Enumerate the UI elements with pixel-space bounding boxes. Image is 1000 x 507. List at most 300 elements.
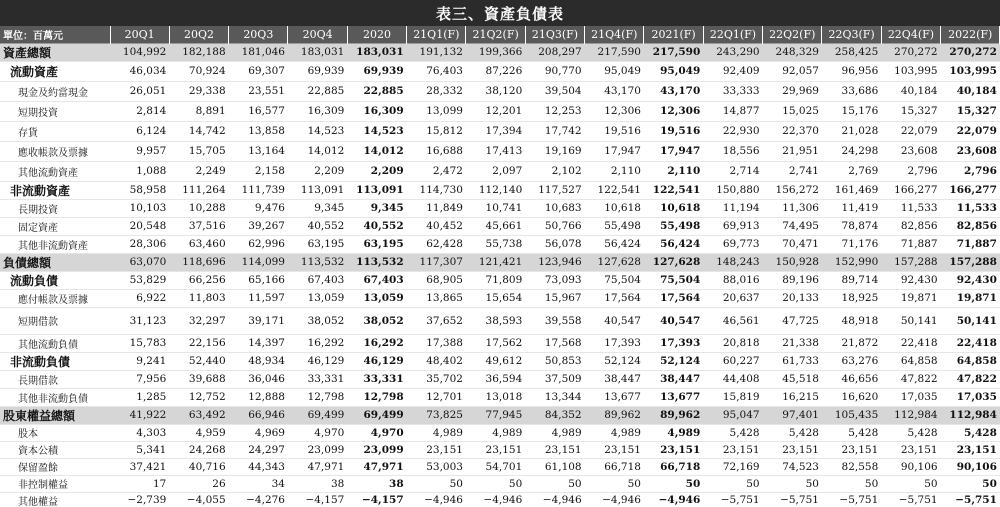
column-header: 2021(F) bbox=[644, 26, 703, 43]
cell-value: 41,922 bbox=[110, 406, 169, 424]
cell-value: 15,967 bbox=[525, 289, 584, 307]
cell-value: 40,452 bbox=[407, 217, 466, 235]
cell-value: 23,099 bbox=[347, 441, 406, 458]
table-row bbox=[0, 161, 1000, 181]
cell-value: 112,984 bbox=[881, 406, 940, 424]
cell-value: 43,170 bbox=[585, 81, 644, 101]
cell-value: 113,091 bbox=[347, 181, 406, 199]
cell-value: 39,504 bbox=[525, 81, 584, 101]
cell-value: 5,428 bbox=[822, 424, 881, 441]
cell-value: 52,124 bbox=[644, 352, 703, 370]
cell-value: 69,939 bbox=[288, 61, 347, 81]
cell-value: 2,714 bbox=[703, 161, 762, 181]
cell-value: 33,331 bbox=[288, 370, 347, 388]
cell-value: 15,783 bbox=[110, 334, 169, 352]
cell-value: 19,516 bbox=[585, 121, 644, 141]
cell-value: 5,428 bbox=[941, 424, 1000, 441]
balance-sheet-table bbox=[0, 26, 1000, 507]
column-header: 20Q3 bbox=[229, 26, 288, 43]
column-header: 20Q2 bbox=[169, 26, 228, 43]
cell-value: 66,256 bbox=[169, 271, 228, 289]
cell-value: 19,871 bbox=[941, 289, 1000, 307]
cell-value: 157,288 bbox=[881, 253, 940, 271]
cell-value: 23,151 bbox=[822, 441, 881, 458]
header-row bbox=[0, 26, 1000, 43]
cell-value: 70,924 bbox=[169, 61, 228, 81]
cell-value: 33,333 bbox=[703, 81, 762, 101]
cell-value: 34 bbox=[229, 475, 288, 492]
cell-value: 2,249 bbox=[169, 161, 228, 181]
cell-value: 71,887 bbox=[881, 235, 940, 253]
cell-value: 111,264 bbox=[169, 181, 228, 199]
cell-value: 37,652 bbox=[407, 307, 466, 334]
cell-value: 122,541 bbox=[585, 181, 644, 199]
column-header: 22Q1(F) bbox=[703, 26, 762, 43]
cell-value: 11,419 bbox=[822, 199, 881, 217]
cell-value: 74,523 bbox=[763, 458, 822, 475]
cell-value: 69,499 bbox=[288, 406, 347, 424]
cell-value: 40,552 bbox=[347, 217, 406, 235]
cell-value: 95,049 bbox=[644, 61, 703, 81]
cell-value: 66,718 bbox=[644, 458, 703, 475]
cell-value: 50 bbox=[585, 475, 644, 492]
cell-value: 20,548 bbox=[110, 217, 169, 235]
row-label: 其他非流動資產 bbox=[0, 235, 110, 253]
cell-value: 105,435 bbox=[822, 406, 881, 424]
cell-value: 17,742 bbox=[525, 121, 584, 141]
cell-value: 270,272 bbox=[881, 43, 940, 61]
cell-value: 18,556 bbox=[703, 141, 762, 161]
cell-value: 17,393 bbox=[644, 334, 703, 352]
cell-value: 23,151 bbox=[941, 441, 1000, 458]
row-label: 負債總額 bbox=[0, 253, 110, 271]
cell-value: 112,140 bbox=[466, 181, 525, 199]
cell-value: 16,292 bbox=[347, 334, 406, 352]
cell-value: 63,195 bbox=[347, 235, 406, 253]
row-label: 應收帳款及票據 bbox=[0, 141, 110, 161]
cell-value: 71,176 bbox=[822, 235, 881, 253]
cell-value: 69,913 bbox=[703, 217, 762, 235]
cell-value: 114,730 bbox=[407, 181, 466, 199]
cell-value: 16,309 bbox=[288, 101, 347, 121]
cell-value: 13,164 bbox=[229, 141, 288, 161]
cell-value: 123,946 bbox=[525, 253, 584, 271]
cell-value: 15,327 bbox=[941, 101, 1000, 121]
cell-value: 14,012 bbox=[288, 141, 347, 161]
cell-value: 148,243 bbox=[703, 253, 762, 271]
cell-value: 243,290 bbox=[703, 43, 762, 61]
cell-value: 14,397 bbox=[229, 334, 288, 352]
cell-value: 11,306 bbox=[763, 199, 822, 217]
cell-value: 23,099 bbox=[288, 441, 347, 458]
cell-value: 97,401 bbox=[763, 406, 822, 424]
cell-value: 46,129 bbox=[288, 352, 347, 370]
cell-value: −4,055 bbox=[169, 492, 228, 507]
cell-value: 14,877 bbox=[703, 101, 762, 121]
cell-value: 9,345 bbox=[288, 199, 347, 217]
cell-value: 199,366 bbox=[466, 43, 525, 61]
cell-value: 5,428 bbox=[881, 424, 940, 441]
table-row bbox=[0, 388, 1000, 406]
cell-value: 16,577 bbox=[229, 101, 288, 121]
cell-value: 121,421 bbox=[466, 253, 525, 271]
cell-value: 73,093 bbox=[525, 271, 584, 289]
cell-value: 37,516 bbox=[169, 217, 228, 235]
cell-value: 9,345 bbox=[347, 199, 406, 217]
cell-value: 150,880 bbox=[703, 181, 762, 199]
cell-value: 104,992 bbox=[110, 43, 169, 61]
row-label: 股東權益總額 bbox=[0, 406, 110, 424]
cell-value: 12,752 bbox=[169, 388, 228, 406]
row-label: 長期投資 bbox=[0, 199, 110, 217]
row-label: 其他流動資產 bbox=[0, 161, 110, 181]
cell-value: −5,751 bbox=[822, 492, 881, 507]
cell-value: 67,403 bbox=[347, 271, 406, 289]
cell-value: 23,608 bbox=[941, 141, 1000, 161]
cell-value: 10,618 bbox=[644, 199, 703, 217]
column-header: 22Q4(F) bbox=[881, 26, 940, 43]
cell-value: 24,297 bbox=[229, 441, 288, 458]
cell-value: 14,012 bbox=[347, 141, 406, 161]
column-header: 22Q3(F) bbox=[822, 26, 881, 43]
cell-value: 48,934 bbox=[229, 352, 288, 370]
cell-value: 12,306 bbox=[585, 101, 644, 121]
cell-value: 68,905 bbox=[407, 271, 466, 289]
cell-value: 19,516 bbox=[644, 121, 703, 141]
cell-value: 64,858 bbox=[881, 352, 940, 370]
table-row bbox=[0, 43, 1000, 61]
cell-value: 2,209 bbox=[288, 161, 347, 181]
table-row bbox=[0, 181, 1000, 199]
cell-value: 23,151 bbox=[466, 441, 525, 458]
cell-value: 4,989 bbox=[525, 424, 584, 441]
cell-value: −5,751 bbox=[881, 492, 940, 507]
cell-value: 150,928 bbox=[763, 253, 822, 271]
cell-value: −5,751 bbox=[763, 492, 822, 507]
cell-value: 5,341 bbox=[110, 441, 169, 458]
cell-value: 53,829 bbox=[110, 271, 169, 289]
cell-value: 50,853 bbox=[525, 352, 584, 370]
cell-value: 50,141 bbox=[881, 307, 940, 334]
cell-value: −5,751 bbox=[703, 492, 762, 507]
row-label: 長期借款 bbox=[0, 370, 110, 388]
cell-value: 10,103 bbox=[110, 199, 169, 217]
cell-value: 20,818 bbox=[703, 334, 762, 352]
cell-value: −2,739 bbox=[110, 492, 169, 507]
column-header: 21Q2(F) bbox=[466, 26, 525, 43]
row-label: 股本 bbox=[0, 424, 110, 441]
cell-value: 152,990 bbox=[822, 253, 881, 271]
row-label: 非流動負債 bbox=[0, 352, 110, 370]
cell-value: 9,957 bbox=[110, 141, 169, 161]
cell-value: 13,344 bbox=[525, 388, 584, 406]
column-header: 21Q1(F) bbox=[407, 26, 466, 43]
cell-value: 69,307 bbox=[229, 61, 288, 81]
cell-value: 40,184 bbox=[941, 81, 1000, 101]
cell-value: 39,267 bbox=[229, 217, 288, 235]
cell-value: 13,858 bbox=[229, 121, 288, 141]
cell-value: 24,298 bbox=[822, 141, 881, 161]
cell-value: 54,701 bbox=[466, 458, 525, 475]
cell-value: 23,151 bbox=[585, 441, 644, 458]
cell-value: 11,803 bbox=[169, 289, 228, 307]
cell-value: 6,124 bbox=[110, 121, 169, 141]
cell-value: 157,288 bbox=[941, 253, 1000, 271]
cell-value: 63,195 bbox=[288, 235, 347, 253]
cell-value: 50 bbox=[525, 475, 584, 492]
cell-value: 23,151 bbox=[644, 441, 703, 458]
cell-value: 117,527 bbox=[525, 181, 584, 199]
cell-value: 7,956 bbox=[110, 370, 169, 388]
cell-value: 24,268 bbox=[169, 441, 228, 458]
cell-value: 208,297 bbox=[525, 43, 584, 61]
cell-value: 22,885 bbox=[347, 81, 406, 101]
table-title: 表三、資產負債表 bbox=[0, 0, 1000, 26]
cell-value: 2,158 bbox=[229, 161, 288, 181]
column-header: 21Q3(F) bbox=[525, 26, 584, 43]
cell-value: 15,705 bbox=[169, 141, 228, 161]
cell-value: 56,424 bbox=[585, 235, 644, 253]
cell-value: 92,430 bbox=[881, 271, 940, 289]
cell-value: 33,686 bbox=[822, 81, 881, 101]
cell-value: 82,856 bbox=[941, 217, 1000, 235]
cell-value: 22,079 bbox=[941, 121, 1000, 141]
cell-value: 13,059 bbox=[288, 289, 347, 307]
cell-value: 127,628 bbox=[644, 253, 703, 271]
cell-value: 17,564 bbox=[585, 289, 644, 307]
table-row bbox=[0, 492, 1000, 507]
cell-value: 95,047 bbox=[703, 406, 762, 424]
cell-value: 18,925 bbox=[822, 289, 881, 307]
cell-value: 1,088 bbox=[110, 161, 169, 181]
cell-value: 26 bbox=[169, 475, 228, 492]
cell-value: 16,309 bbox=[347, 101, 406, 121]
cell-value: 4,989 bbox=[407, 424, 466, 441]
cell-value: 17,947 bbox=[585, 141, 644, 161]
cell-value: 49,612 bbox=[466, 352, 525, 370]
cell-value: 90,106 bbox=[941, 458, 1000, 475]
cell-value: 16,215 bbox=[763, 388, 822, 406]
cell-value: 15,654 bbox=[466, 289, 525, 307]
cell-value: 113,532 bbox=[347, 253, 406, 271]
cell-value: 12,701 bbox=[407, 388, 466, 406]
table-row bbox=[0, 475, 1000, 492]
cell-value: 26,051 bbox=[110, 81, 169, 101]
cell-value: 89,962 bbox=[644, 406, 703, 424]
cell-value: 2,110 bbox=[585, 161, 644, 181]
cell-value: 182,188 bbox=[169, 43, 228, 61]
cell-value: 92,409 bbox=[703, 61, 762, 81]
cell-value: 16,292 bbox=[288, 334, 347, 352]
cell-value: 17 bbox=[110, 475, 169, 492]
cell-value: 9,476 bbox=[229, 199, 288, 217]
cell-value: 92,430 bbox=[941, 271, 1000, 289]
cell-value: 47,971 bbox=[288, 458, 347, 475]
cell-value: 22,930 bbox=[703, 121, 762, 141]
cell-value: 161,469 bbox=[822, 181, 881, 199]
cell-value: 69,939 bbox=[347, 61, 406, 81]
row-label: 非流動資產 bbox=[0, 181, 110, 199]
cell-value: 22,418 bbox=[941, 334, 1000, 352]
row-label: 應付帳款及票據 bbox=[0, 289, 110, 307]
cell-value: 47,725 bbox=[763, 307, 822, 334]
cell-value: 166,277 bbox=[881, 181, 940, 199]
cell-value: 13,865 bbox=[407, 289, 466, 307]
cell-value: 10,683 bbox=[525, 199, 584, 217]
cell-value: 2,209 bbox=[347, 161, 406, 181]
cell-value: 63,276 bbox=[822, 352, 881, 370]
cell-value: 69,499 bbox=[347, 406, 406, 424]
cell-value: 38 bbox=[347, 475, 406, 492]
cell-value: 50 bbox=[822, 475, 881, 492]
cell-value: 127,628 bbox=[585, 253, 644, 271]
cell-value: 12,798 bbox=[288, 388, 347, 406]
cell-value: 47,971 bbox=[347, 458, 406, 475]
column-header: 20Q4 bbox=[288, 26, 347, 43]
cell-value: 6,922 bbox=[110, 289, 169, 307]
cell-value: 15,327 bbox=[881, 101, 940, 121]
cell-value: 17,413 bbox=[466, 141, 525, 161]
cell-value: 38,120 bbox=[466, 81, 525, 101]
cell-value: 56,078 bbox=[525, 235, 584, 253]
cell-value: 8,891 bbox=[169, 101, 228, 121]
cell-value: 46,561 bbox=[703, 307, 762, 334]
cell-value: 16,688 bbox=[407, 141, 466, 161]
row-label: 現金及約當現金 bbox=[0, 81, 110, 101]
cell-value: 50 bbox=[644, 475, 703, 492]
cell-value: 74,495 bbox=[763, 217, 822, 235]
cell-value: 9,241 bbox=[110, 352, 169, 370]
cell-value: 113,091 bbox=[288, 181, 347, 199]
cell-value: 66,946 bbox=[229, 406, 288, 424]
cell-value: 2,110 bbox=[644, 161, 703, 181]
cell-value: −4,157 bbox=[288, 492, 347, 507]
cell-value: 70,471 bbox=[763, 235, 822, 253]
cell-value: 55,738 bbox=[466, 235, 525, 253]
cell-value: 39,171 bbox=[229, 307, 288, 334]
cell-value: 63,492 bbox=[169, 406, 228, 424]
cell-value: 13,677 bbox=[644, 388, 703, 406]
cell-value: 40,184 bbox=[881, 81, 940, 101]
cell-value: 23,151 bbox=[525, 441, 584, 458]
cell-value: 2,097 bbox=[466, 161, 525, 181]
cell-value: 117,307 bbox=[407, 253, 466, 271]
cell-value: 29,338 bbox=[169, 81, 228, 101]
cell-value: 183,031 bbox=[288, 43, 347, 61]
cell-value: 50,141 bbox=[941, 307, 1000, 334]
cell-value: 17,562 bbox=[466, 334, 525, 352]
cell-value: 47,822 bbox=[881, 370, 940, 388]
cell-value: 95,049 bbox=[585, 61, 644, 81]
cell-value: 43,170 bbox=[644, 81, 703, 101]
cell-value: 22,885 bbox=[288, 81, 347, 101]
cell-value: −4,157 bbox=[347, 492, 406, 507]
row-label: 資本公積 bbox=[0, 441, 110, 458]
row-label: 流動負債 bbox=[0, 271, 110, 289]
cell-value: 50 bbox=[941, 475, 1000, 492]
cell-value: 40,716 bbox=[169, 458, 228, 475]
table-row bbox=[0, 61, 1000, 81]
cell-value: 12,306 bbox=[644, 101, 703, 121]
table-row bbox=[0, 101, 1000, 121]
cell-value: 21,028 bbox=[822, 121, 881, 141]
cell-value: 38,593 bbox=[466, 307, 525, 334]
cell-value: 11,533 bbox=[881, 199, 940, 217]
cell-value: 23,608 bbox=[881, 141, 940, 161]
row-label: 資產總額 bbox=[0, 43, 110, 61]
cell-value: 21,872 bbox=[822, 334, 881, 352]
cell-value: 76,403 bbox=[407, 61, 466, 81]
cell-value: 248,329 bbox=[763, 43, 822, 61]
cell-value: 71,809 bbox=[466, 271, 525, 289]
cell-value: 217,590 bbox=[585, 43, 644, 61]
cell-value: −5,751 bbox=[941, 492, 1000, 507]
cell-value: 191,132 bbox=[407, 43, 466, 61]
cell-value: 29,969 bbox=[763, 81, 822, 101]
cell-value: 12,201 bbox=[466, 101, 525, 121]
cell-value: 12,253 bbox=[525, 101, 584, 121]
cell-value: 48,402 bbox=[407, 352, 466, 370]
cell-value: 103,995 bbox=[881, 61, 940, 81]
cell-value: 2,814 bbox=[110, 101, 169, 121]
cell-value: 13,059 bbox=[347, 289, 406, 307]
cell-value: 13,677 bbox=[585, 388, 644, 406]
cell-value: 88,016 bbox=[703, 271, 762, 289]
cell-value: 50 bbox=[763, 475, 822, 492]
cell-value: 63,070 bbox=[110, 253, 169, 271]
cell-value: 63,460 bbox=[169, 235, 228, 253]
row-label: 短期投資 bbox=[0, 101, 110, 121]
table-row bbox=[0, 458, 1000, 475]
cell-value: 2,741 bbox=[763, 161, 822, 181]
cell-value: 56,424 bbox=[644, 235, 703, 253]
table-row bbox=[0, 352, 1000, 370]
cell-value: 10,288 bbox=[169, 199, 228, 217]
cell-value: 61,733 bbox=[763, 352, 822, 370]
cell-value: 39,688 bbox=[169, 370, 228, 388]
cell-value: −4,946 bbox=[407, 492, 466, 507]
cell-value: 5,428 bbox=[763, 424, 822, 441]
cell-value: 21,951 bbox=[763, 141, 822, 161]
cell-value: 156,272 bbox=[763, 181, 822, 199]
cell-value: 36,594 bbox=[466, 370, 525, 388]
table-row bbox=[0, 334, 1000, 352]
column-header: 2020 bbox=[347, 26, 406, 43]
cell-value: 183,031 bbox=[347, 43, 406, 61]
cell-value: 87,226 bbox=[466, 61, 525, 81]
cell-value: 15,025 bbox=[763, 101, 822, 121]
cell-value: 46,129 bbox=[347, 352, 406, 370]
table-row bbox=[0, 406, 1000, 424]
cell-value: 78,874 bbox=[822, 217, 881, 235]
cell-value: 55,498 bbox=[644, 217, 703, 235]
cell-value: 38,052 bbox=[288, 307, 347, 334]
cell-value: 50 bbox=[703, 475, 762, 492]
cell-value: 50 bbox=[466, 475, 525, 492]
cell-value: 38,052 bbox=[347, 307, 406, 334]
cell-value: −4,946 bbox=[525, 492, 584, 507]
cell-value: 66,718 bbox=[585, 458, 644, 475]
cell-value: 38,447 bbox=[585, 370, 644, 388]
cell-value: 5,428 bbox=[703, 424, 762, 441]
cell-value: 47,822 bbox=[941, 370, 1000, 388]
cell-value: 75,504 bbox=[644, 271, 703, 289]
row-label: 其他權益 bbox=[0, 492, 110, 507]
cell-value: 16,620 bbox=[822, 388, 881, 406]
cell-value: 11,597 bbox=[229, 289, 288, 307]
cell-value: −4,276 bbox=[229, 492, 288, 507]
cell-value: 17,035 bbox=[881, 388, 940, 406]
